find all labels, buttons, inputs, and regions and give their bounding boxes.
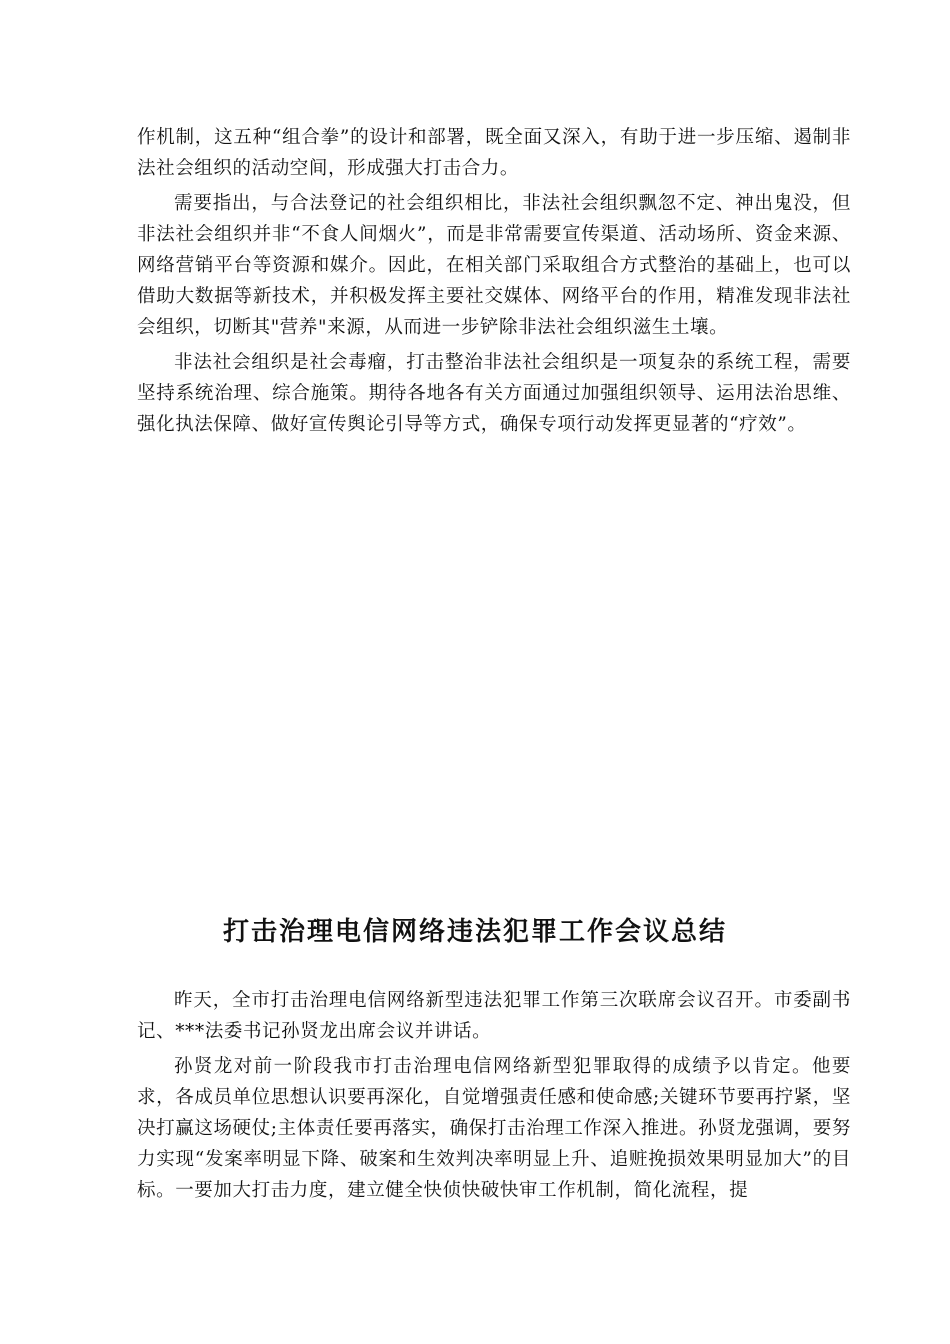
article-continuation <box>137 122 851 444</box>
document-title: 打击治理电信网络违法犯罪工作会议总结 <box>222 917 727 947</box>
paragraph-4: 昨天，全市打击治理电信网络新型违法犯罪工作第三次联席会议召开。市委副书记、***法委书记孙贤龙出席会议并讲话。 <box>137 990 851 1042</box>
paragraph-3: 非法社会组织是社会毒瘤，打击整治非法社会组织是一项复杂的系统工程，需要坚持系统治理、综合施策。期待各地各有关方面通过加强组织领导、运用法治思维、强化执法保障、做好宣传舆论引导等方式，确保专项行动发挥更显著的“疗效”。 <box>137 352 851 435</box>
paragraph-1: 作机制，这五种“组合拳”的设计和部署，既全面又深入，有助于进一步压缩、遏制非法社会组织的活动空间，形成强大打击合力。 <box>137 127 851 179</box>
meeting-summary-body <box>137 985 851 1210</box>
paragraph-2: 需要指出，与合法登记的社会组织相比，非法社会组织飘忽不定、神出鬼没，但非法社会组织并非“不食人间烟火”，而是非常需要宣传渠道、活动场所、资金来源、网络营销平台等资源和媒介。因此，在相关部门采取组合方式整治的基础上，也可以借助大数据等新技术，并积极发挥主要社交媒体、网络平台的作用，精准发现非法社会组织，切断其"营养"来源，从而进一步铲除非法社会组织滋生土壤。 <box>137 193 851 338</box>
paragraph-5: 孙贤龙对前一阶段我市打击治理电信网络新型犯罪取得的成绩予以肯定。他要求，各成员单位思想认识要再深化，自觉增强责任感和使命感;关键环节要再拧紧，坚决打赢这场硬仗;主体责任要再落实，确保打击治理工作深入推进。孙贤龙强调，要努力实现“发案率明显下降、破案和生效判决率明显上升、追赃挽损效果明显加大”的目标。一要加大打击力度，建立健全快侦快破快审工作机制，简化流程，提 <box>137 1056 851 1201</box>
